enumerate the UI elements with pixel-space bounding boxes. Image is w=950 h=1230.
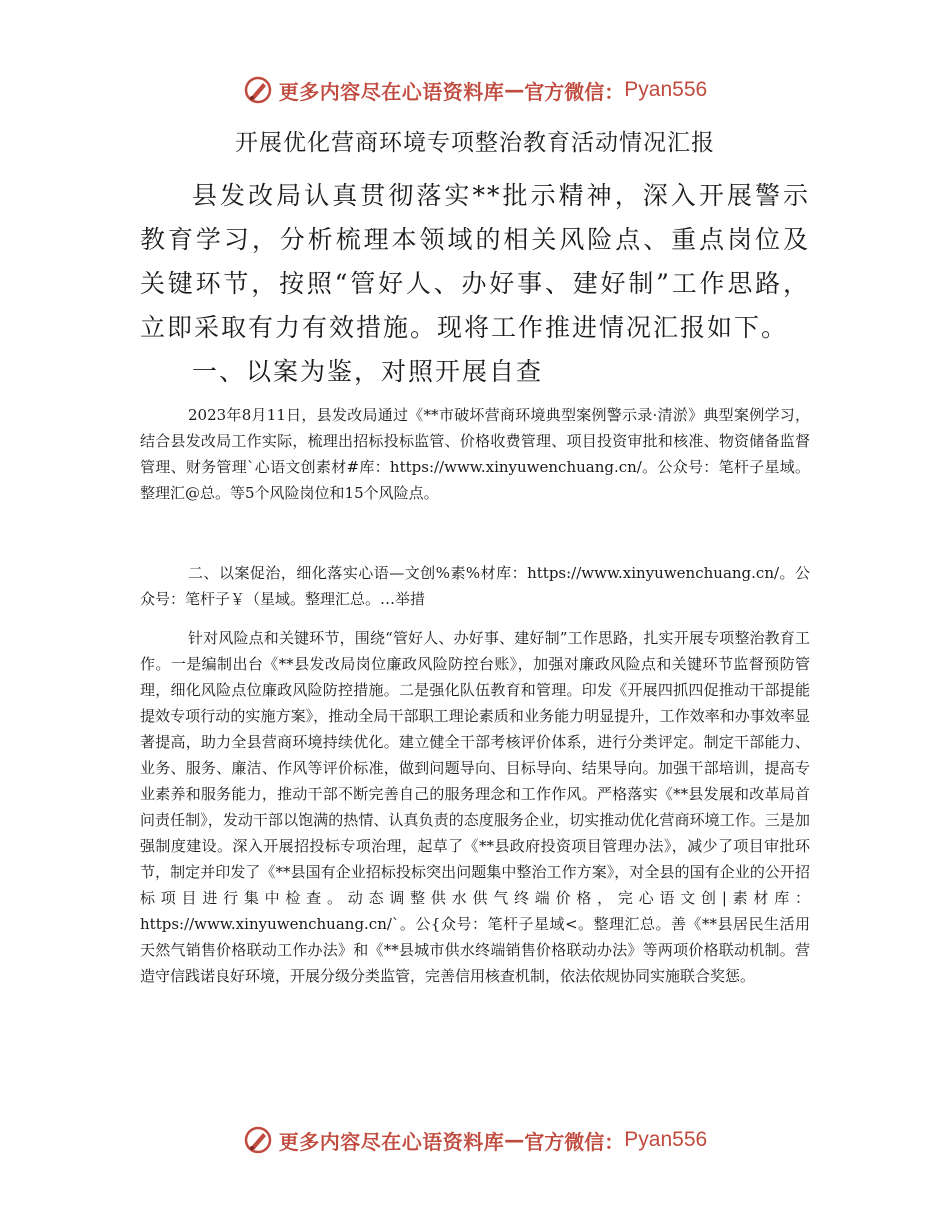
document-title: 开展优化营商环境专项整治教育活动情况汇报 xyxy=(235,130,715,156)
banner-wechat-label: 官方微信： xyxy=(524,1129,625,1154)
section-heading-1: 一、以案为鉴，对照开展自查 xyxy=(192,357,544,386)
banner-wechat-id: Pyan556 xyxy=(624,1128,708,1151)
body-paragraph-2: 二、以案促治，细化落实心语—文创%素%材库：https://www.xinyuwenchuang.cn/。公众号：笔杆子￥（星域。整理汇总。…举措 xyxy=(140,564,810,608)
banner-wechat-label: 官方微信： xyxy=(524,79,625,104)
banner-text: 更多内容尽在心语资料库 xyxy=(278,1129,505,1154)
footer-banner xyxy=(0,1122,950,1158)
banner-wechat-id: Pyan556 xyxy=(624,78,708,101)
header-banner xyxy=(0,72,950,108)
pen-logo-icon xyxy=(243,1125,273,1155)
banner-separator: — xyxy=(504,1128,525,1152)
body-paragraph-1: 2023年8月11日，县发改局通过《**市破坏营商环境典型案例警示录·清淤》典型案例学习，结合县发改局工作实际，梳理出招标投标监管、价格收费管理、项目投资审批和核准、物资储备监督管理、财务管理`心语文创素材#库：https://www.xinyuwenchuang.cn/。公众号：笔杆子星域。整理汇@总。等5个风险岗位和15个风险点。 xyxy=(140,406,810,502)
intro-paragraph: 县发改局认真贯彻落实**批示精神，深入开展警示教育学习，分析梳理本领域的相关风险点、重点岗位及关键环节，按照“管好人、办好事、建好制”工作思路，立即采取有力有效措施。现将工作推进情况汇报如下。 xyxy=(140,181,810,342)
banner-text: 更多内容尽在心语资料库 xyxy=(278,79,505,104)
banner-separator: — xyxy=(504,78,525,102)
body-paragraph-3: 针对风险点和关键环节，围绕“管好人、办好事、建好制”工作思路，扎实开展专项整治教育工作。一是编制出台《**县发改局岗位廉政风险防控台账》，加强对廉政风险点和关键环节监督预防管理，细化风险点位廉政风险防控措施。二是强化队伍教育和管理。印发《开展四抓四促推动干部提能提效专项行动的实施方案》，推动全局干部职工理论素质和业务能力明显提升，工作效率和办事效率显著提高，助力全县营商环境持续优化。建立健全干部考核评价体系，进行分类评定。制定干部能力、业务、服务、廉洁、作风等评价标准，做到问题导向、目标导向、结果导向。加强干部培训，提高专业素养和服务能力，推动干部不断完善自己的服务理念和工作作风。严格落实《**县发展和改革局首问责任制》，发动干部以饱满的热情、认真负责的态度服务企业，切实推动优化营商环境工作。三是加强制度建设。深入开展招投标专项治理，起草了《**县政府投资项目管理办法》，减少了项目审批环节，制定并印发了《**县国有企业招标投标突出问题集中整治工作方案》，对全县的国有企业的公开招标项目进行集中检查。动态调整供水供气终端价格，完心语文创|素材库：https://www.xinyuwenchuang.cn/`。公{众号：笔杆子星域<。整理汇总。善《**县居民生活用天然气销售价格联动工作办法》和《**县城市供水终端销售价格联动办法》等两项价格联动机制。营造守信践诺良好环境，开展分级分类监管，完善信用核查机制，依法依规协同实施联合奖惩。 xyxy=(140,629,810,985)
pen-logo-icon xyxy=(243,75,273,105)
